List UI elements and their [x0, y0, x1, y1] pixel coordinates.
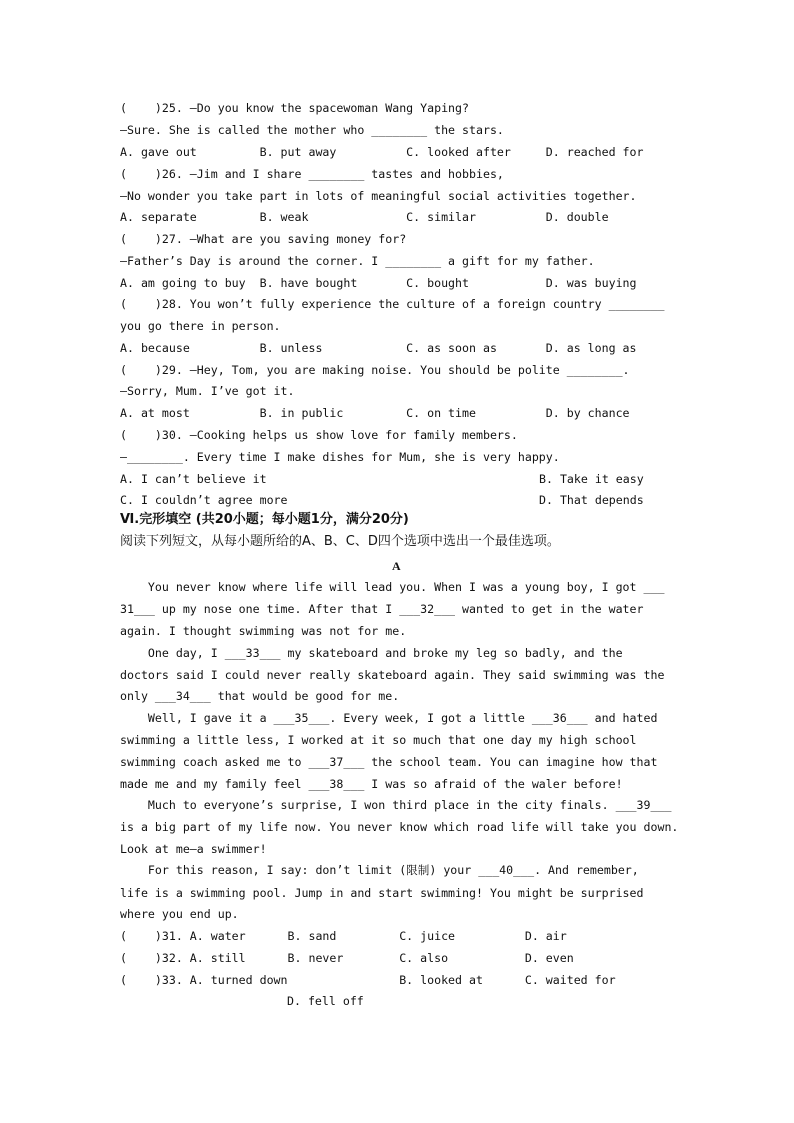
passage-line: swimming coach asked me to ___37___ the school team. You can imagine how that — [120, 755, 658, 769]
question-30-option-a: A. I can’t believe it — [120, 472, 267, 486]
passage-line: swimming a little less, I worked at it so much that one day my high school — [120, 733, 637, 747]
question-28: ( )28. You won’t fully experience the culture of a foreign country ________ — [120, 297, 665, 311]
question-33: ( )33. A. turned down B. looked at C. waited for — [120, 973, 616, 987]
passage-line: only ___34___ that would be good for me. — [120, 689, 400, 703]
question-33-option-d: D. fell off — [287, 994, 364, 1008]
question-26-dialogue: —No wonder you take part in lots of meaningful social activities together. — [120, 189, 637, 203]
question-29: ( )29. —Hey, Tom, you are making noise. You should be polite ________. — [120, 363, 630, 377]
question-26-options: A. separate B. weak C. similar D. double — [120, 210, 609, 224]
question-28-options: A. because B. unless C. as soon as D. as long as — [120, 341, 637, 355]
question-27-options: A. am going to buy B. have bought C. bought D. was buying — [120, 276, 637, 290]
question-26: ( )26. —Jim and I share ________ tastes and hobbies, — [120, 167, 504, 181]
passage-line: Well, I gave it a ___35___. Every week, I got a little ___36___ and hated — [120, 711, 658, 725]
passage-label: A — [392, 559, 401, 573]
section-instructions: 阅读下列短文，从每小题所给的A、B、C、D四个选项中选出一个最佳选项。 — [120, 534, 560, 549]
passage-line: Much to everyone’s surprise, I won third place in the city finals. ___39___ — [120, 798, 672, 812]
passage-line: doctors said I could never really skateboard again. They said swimming was the — [120, 668, 665, 682]
passage-line: again. I thought swimming was not for me. — [120, 624, 407, 638]
passage-line: made me and my family feel ___38___ I was so afraid of the waler before! — [120, 777, 623, 791]
question-25: ( )25. —Do you know the spacewoman Wang Yaping? — [120, 101, 470, 115]
question-28-continued: you go there in person. — [120, 319, 281, 333]
section-heading: Ⅵ.完形填空 (共20小题；每小题1分，满分20分) — [120, 512, 409, 527]
passage-line: You never know where life will lead you. When I was a young boy, I got ___ — [120, 580, 665, 594]
question-29-options: A. at most B. in public C. on time D. by chance — [120, 406, 630, 420]
question-27-dialogue: —Father’s Day is around the corner. I ________ a gift for my father. — [120, 254, 595, 268]
question-29-dialogue: —Sorry, Mum. I’ve got it. — [120, 384, 295, 398]
question-30-option-c: C. I couldn’t agree more — [120, 493, 288, 507]
question-31: ( )31. A. water B. sand C. juice D. air — [120, 929, 567, 943]
passage-line: where you end up. — [120, 907, 239, 921]
passage-line: One day, I ___33___ my skateboard and broke my leg so badly, and the — [120, 646, 623, 660]
question-30: ( )30. —Cooking helps us show love for family members. — [120, 428, 518, 442]
question-32: ( )32. A. still B. never C. also D. even — [120, 951, 574, 965]
question-25-dialogue: —Sure. She is called the mother who ________ the stars. — [120, 123, 504, 137]
question-30-dialogue: —________. Every time I make dishes for Mum, she is very happy. — [120, 450, 560, 464]
passage-line: life is a swimming pool. Jump in and start swimming! You might be surprised — [120, 886, 644, 900]
passage-line: Look at me—a swimmer! — [120, 842, 267, 856]
question-30-option-d: D. That depends — [539, 493, 644, 507]
question-27: ( )27. —What are you saving money for? — [120, 232, 407, 246]
question-30-option-b: B. Take it easy — [539, 472, 644, 486]
passage-line: For this reason, I say: don’t limit (限制) your ___40___. And remember, — [120, 863, 639, 877]
question-25-options: A. gave out B. put away C. looked after D. reached for — [120, 145, 644, 159]
passage-line: is a big part of my life now. You never know which road life will take you down. — [120, 820, 679, 834]
passage-line: 31___ up my nose one time. After that I ___32___ wanted to get in the water — [120, 602, 644, 616]
